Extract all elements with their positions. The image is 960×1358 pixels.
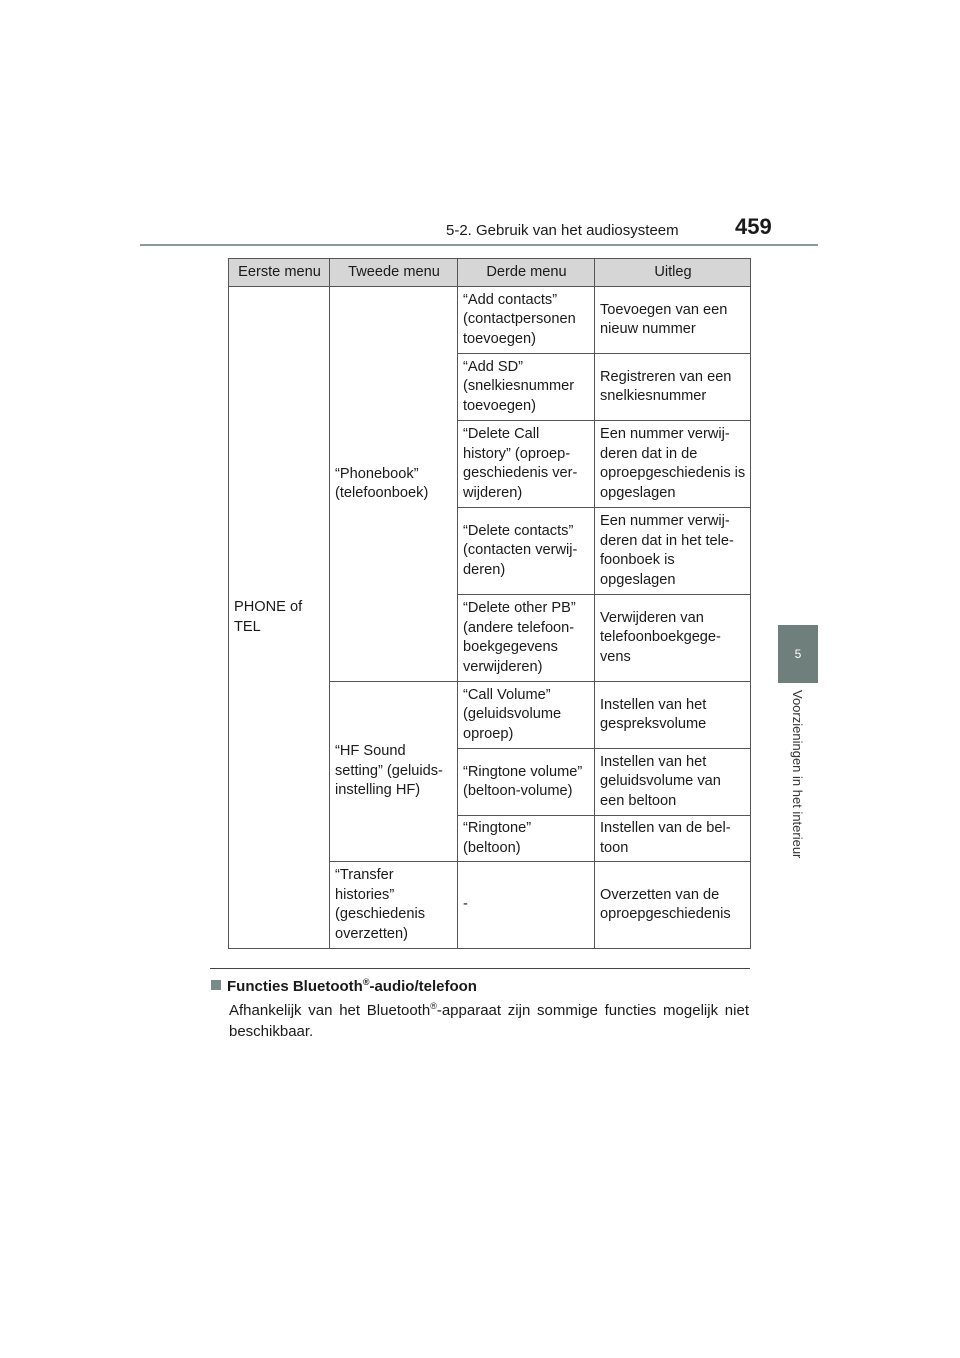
section-heading-text: Functies Bluetooth — [227, 978, 363, 995]
header-first-menu: Eerste menu — [229, 259, 330, 287]
section-title: 5-2. Gebruik van het audiosysteem — [446, 222, 679, 239]
chapter-label-text: Voorzieningen in het interieur — [790, 690, 805, 859]
third-menu-cell: “Ringtone volume” (beltoon-volume) — [458, 749, 595, 816]
third-menu-cell: “Delete other PB” (andere telefoon-boekgegevens verwijderen) — [458, 595, 595, 682]
table-header-row — [229, 259, 751, 287]
third-menu-cell: “Add contacts” (contactpersonen toevoegen) — [458, 287, 595, 354]
third-menu-cell: - — [458, 862, 595, 949]
explanation-cell: Instellen van het geluidsvolume van een beltoon — [595, 749, 751, 816]
header-explanation: Uitleg — [595, 259, 751, 287]
third-menu-cell: “Call Volume” (geluidsvolume oproep) — [458, 682, 595, 749]
section-heading-suffix: -audio/telefoon — [369, 978, 477, 995]
registered-mark: ® — [430, 1001, 437, 1011]
second-menu-cell: “Transfer histories” (geschiedenis overzetten) — [330, 862, 458, 949]
section-body — [229, 1000, 749, 1042]
second-menu-cell: “Phonebook” (telefoonboek) — [330, 287, 458, 682]
third-menu-cell: “Delete contacts” (contacten verwij-deren) — [458, 508, 595, 595]
section-divider — [210, 968, 750, 969]
third-menu-cell: “Delete Call history” (oproep-geschiedenis ver-wijderen) — [458, 421, 595, 508]
section-heading — [211, 978, 477, 995]
section-body-suffix: -apparaat zijn sommige functies mogelijk niet beschikbaar. — [229, 1002, 749, 1040]
chapter-label — [790, 690, 810, 890]
third-menu-cell: “Add SD” (snelkiesnummer toevoegen) — [458, 354, 595, 421]
explanation-cell: Instellen van de bel-toon — [595, 816, 751, 862]
second-menu-cell: “HF Sound setting” (geluids-instelling HF) — [330, 682, 458, 862]
header-second-menu: Tweede menu — [330, 259, 458, 287]
explanation-cell: Een nummer verwij-deren dat in het tele-foonboek is opgeslagen — [595, 508, 751, 595]
header-divider — [140, 244, 818, 246]
chapter-tab: 5 — [778, 625, 818, 683]
explanation-cell: Instellen van het gespreksvolume — [595, 682, 751, 749]
explanation-cell: Overzetten van de oproepgeschiedenis — [595, 862, 751, 949]
section-body-text: Afhankelijk van het Bluetooth — [229, 1002, 431, 1019]
table-row — [229, 287, 751, 354]
square-bullet-icon — [211, 980, 221, 990]
first-menu-cell: PHONE of TEL — [229, 287, 330, 949]
explanation-cell: Toevoegen van een nieuw nummer — [595, 287, 751, 354]
explanation-cell: Verwijderen van telefoonboekgege-vens — [595, 595, 751, 682]
explanation-cell: Registreren van een snelkiesnummer — [595, 354, 751, 421]
header-third-menu: Derde menu — [458, 259, 595, 287]
registered-mark: ® — [362, 977, 370, 987]
menu-table — [228, 258, 751, 949]
page-number: 459 — [735, 214, 772, 239]
third-menu-cell: “Ringtone” (beltoon) — [458, 816, 595, 862]
explanation-cell: Een nummer verwij-deren dat in de oproepgeschiedenis is opgeslagen — [595, 421, 751, 508]
